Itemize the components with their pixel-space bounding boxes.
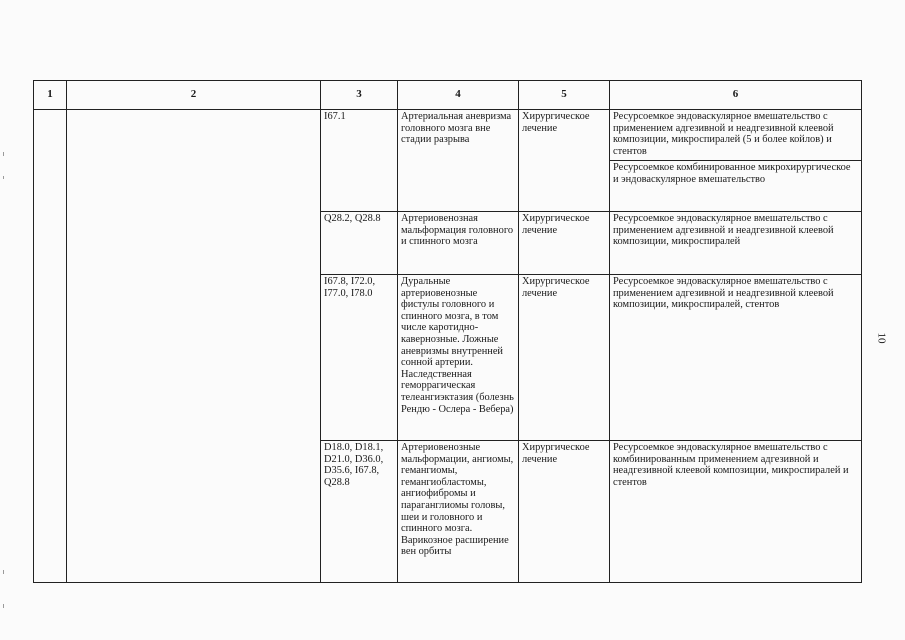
column-header-6: 6 — [610, 81, 862, 110]
column-header-5: 5 — [519, 81, 610, 110]
cell-icd-codes: I67.1 — [321, 110, 398, 212]
scan-edge-mark — [3, 570, 4, 574]
cell-icd-codes: I67.8, I72.0, I77.0, I78.0 — [321, 275, 398, 441]
cell-diagnosis: Артериовенозные мальформации, ангиомы, гемангиомы, гемангиобластомы, ангиофибромы и параганглиомы головы, шеи и головного и спинного мозга. Варикозное расширение вен орбиты — [398, 441, 519, 583]
page-number: 10 — [875, 332, 888, 344]
cell-treatment: Хирургическое лечение — [519, 275, 610, 441]
column-header-2: 2 — [67, 81, 321, 110]
table-row — [34, 110, 862, 161]
column-header-1: 1 — [34, 81, 67, 110]
cell-diagnosis: Артериальная аневризма головного мозга вне стадии разрыва — [398, 110, 519, 212]
scan-edge-mark — [3, 604, 4, 608]
header-row — [34, 81, 862, 110]
cell-method: Ресурсоемкое эндоваскулярное вмешательство с применением адгезивной и неадгезивной клеевой композиции, микроспиралей — [610, 212, 862, 275]
cell-diagnosis: Артериовенозная мальформация головного и спинного мозга — [398, 212, 519, 275]
column-header-4: 4 — [398, 81, 519, 110]
cell-icd-codes: Q28.2, Q28.8 — [321, 212, 398, 275]
cell-method: Ресурсоемкое эндоваскулярное вмешательство с применением адгезивной и неадгезивной клеевой композиции, микроспиралей, стентов — [610, 275, 862, 441]
scan-edge-mark — [3, 176, 4, 179]
cell-treatment: Хирургическое лечение — [519, 212, 610, 275]
column-header-3: 3 — [321, 81, 398, 110]
cell-treatment: Хирургическое лечение — [519, 441, 610, 583]
procedures-table — [33, 80, 862, 583]
cell-care-type — [67, 110, 321, 583]
cell-method: Ресурсоемкое комбинированное микрохирургическое и эндоваскулярное вмешательство — [610, 161, 862, 212]
cell-number — [34, 110, 67, 583]
cell-icd-codes: D18.0, D18.1, D21.0, D36.0, D35.6, I67.8, Q28.8 — [321, 441, 398, 583]
scan-edge-mark — [3, 152, 4, 156]
cell-method: Ресурсоемкое эндоваскулярное вмешательство с применением адгезивной и неадгезивной клеевой композиции, микроспиралей (5 и более койлов) и стентов — [610, 110, 862, 161]
cell-method: Ресурсоемкое эндоваскулярное вмешательство с комбинированным применением адгезивной и неадгезивной клеевой композиции, микроспиралей и стентов — [610, 441, 862, 583]
cell-diagnosis: Дуральные артериовенозные фистулы головного и спинного мозга, в том числе каротидно-кавернозные. Ложные аневризмы внутренней сонной артерии. Наследственная геморрагическая телеангиэктазия (болезнь Рендю - Ослера - Вебера) — [398, 275, 519, 441]
cell-treatment: Хирургическое лечение — [519, 110, 610, 212]
